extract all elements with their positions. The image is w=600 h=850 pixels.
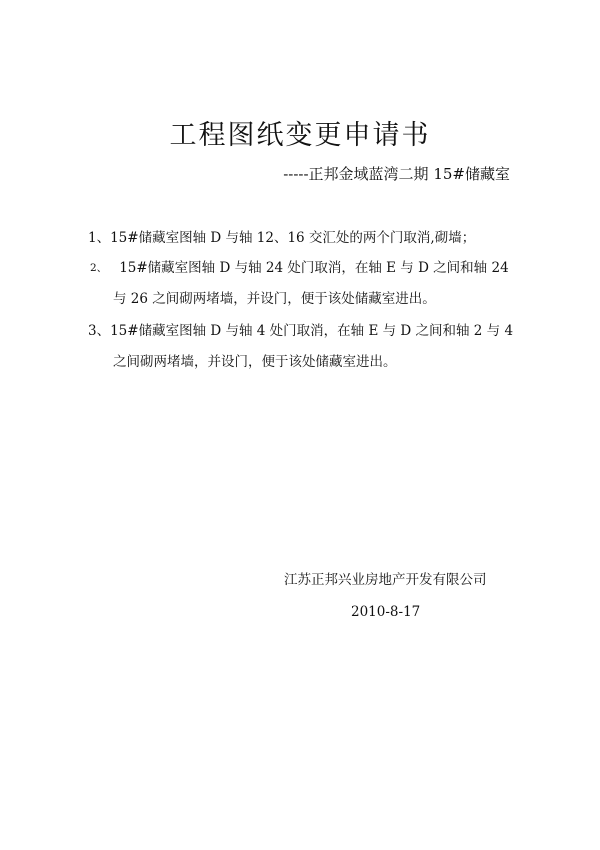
list-item-number: 1、 — [88, 230, 111, 246]
list-item-2-continuation: 与 26 之间砌两堵墙，并设门，便于该处储藏室进出。 — [113, 291, 436, 307]
list-item-text: 15#储藏室图轴 D 与轴 12、16 交汇处的两个门取消,砌墙； — [110, 230, 476, 246]
list-item-2 — [90, 258, 509, 278]
list-item-3-continuation: 之间砌两堵墙，并设门，便于该处储藏室进出。 — [113, 354, 397, 370]
document-subtitle: -----正邦金域蓝湾二期 15#储藏室 — [283, 165, 510, 183]
company-name: 江苏正邦兴业房地产开发有限公司 — [284, 572, 487, 588]
document-title: 工程图纸变更申请书 — [169, 120, 431, 151]
list-item-3 — [88, 321, 513, 341]
list-item-number: 2、 — [90, 262, 108, 274]
list-item-text: 15#储藏室图轴 D 与轴 24 处门取消，在轴 E 与 D 之间和轴 24 — [119, 260, 509, 276]
list-item-1 — [88, 228, 475, 248]
document-date: 2010-8-17 — [351, 604, 421, 620]
list-item-text: 15#储藏室图轴 D 与轴 4 处门取消，在轴 E 与 D 之间和轴 2 与 4 — [110, 323, 514, 339]
list-item-number: 3、 — [88, 323, 111, 339]
